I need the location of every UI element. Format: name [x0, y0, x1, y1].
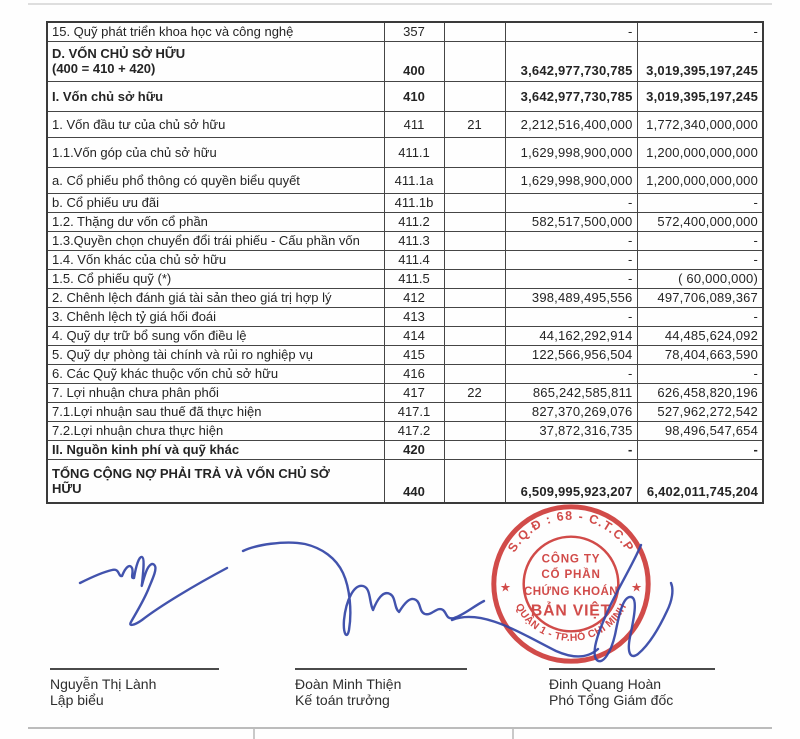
row-label-line1: 7. Lợi nhuận chưa phân phối [52, 385, 219, 400]
row-label [47, 383, 384, 402]
row-value-previous: ( 60,000,000) [637, 269, 763, 288]
table-row [47, 231, 763, 250]
previous-row-remnant-line [28, 3, 772, 5]
row-value-previous: - [637, 193, 763, 212]
row-note [444, 402, 505, 421]
signer-role: Phó Tổng Giám đốc [549, 692, 674, 708]
row-code: 420 [384, 440, 444, 459]
row-code: 411 [384, 111, 444, 137]
table-row [47, 383, 763, 402]
table-row [47, 193, 763, 212]
row-note [444, 421, 505, 440]
row-value-current: 3,642,977,730,785 [505, 41, 637, 81]
row-value-previous: - [637, 364, 763, 383]
row-value-previous: - [637, 231, 763, 250]
row-note [444, 326, 505, 345]
row-label-line1: 3. Chênh lệch tỷ giá hối đoái [52, 309, 217, 324]
row-value-previous: 44,485,624,092 [637, 326, 763, 345]
row-label-line1: 6. Các Quỹ khác thuộc vốn chủ sở hữu [52, 366, 279, 381]
row-value-previous: 1,200,000,000,000 [637, 167, 763, 193]
row-label [47, 111, 384, 137]
row-label [47, 440, 384, 459]
row-label-line1: 1.5. Cổ phiếu quỹ (*) [52, 271, 172, 286]
row-value-current: 1,629,998,900,000 [505, 167, 637, 193]
row-label-line1: 1. Vốn đầu tư của chủ sở hữu [52, 116, 226, 132]
row-label-line1: 1.2. Thặng dư vốn cổ phần [52, 214, 208, 229]
row-label-line1: 1.4. Vốn khác của chủ sở hữu [52, 252, 227, 267]
row-value-current: 582,517,500,000 [505, 212, 637, 231]
row-code: 411.1 [384, 137, 444, 167]
row-value-current: 2,212,516,400,000 [505, 111, 637, 137]
row-label-line1: a. Cổ phiếu phổ thông có quyền biểu quyết [52, 172, 300, 188]
row-value-previous: 6,402,011,745,204 [637, 459, 763, 503]
row-note [444, 41, 505, 81]
signer-block [295, 668, 467, 708]
table-row [47, 22, 763, 41]
table-row [47, 137, 763, 167]
row-label [47, 364, 384, 383]
row-note [444, 81, 505, 111]
next-table-remnant-line [28, 727, 772, 729]
row-label [47, 41, 384, 81]
row-code: 411.1b [384, 193, 444, 212]
row-code: 400 [384, 41, 444, 81]
seal-bottom-arc-text: QUẬN 1 - TP.HỒ CHÍ MINH [512, 601, 630, 644]
row-label [47, 22, 384, 41]
row-value-previous: - [637, 440, 763, 459]
row-label [47, 250, 384, 269]
next-table-remnant-tick [253, 729, 255, 739]
row-label [47, 459, 384, 503]
table-row [47, 288, 763, 307]
row-label-line1: I. Vốn chủ sở hữu [52, 88, 164, 104]
row-code: 416 [384, 364, 444, 383]
row-label [47, 137, 384, 167]
row-label-line2: (400 = 410 + 420) [52, 61, 156, 76]
row-label-line1: 7.2.Lợi nhuận chưa thực hiện [52, 423, 224, 438]
table-row [47, 212, 763, 231]
table-row [47, 345, 763, 364]
row-label-line1: TỔNG CỘNG NỢ PHẢI TRẢ VÀ VỐN CHỦ SỞ [52, 465, 330, 481]
signature-line [295, 668, 467, 670]
signer-role: Kế toán trưởng [295, 692, 390, 708]
row-value-current: - [505, 22, 637, 41]
row-label [47, 402, 384, 421]
row-value-current: 398,489,495,556 [505, 288, 637, 307]
seal-center-line-2: CỔ PHẦN [541, 568, 601, 582]
table-row [47, 307, 763, 326]
row-label [47, 269, 384, 288]
row-label [47, 193, 384, 212]
row-code: 417 [384, 383, 444, 402]
row-value-previous: - [637, 250, 763, 269]
table-row [47, 459, 763, 503]
row-value-current: 37,872,316,735 [505, 421, 637, 440]
row-value-current: 44,162,292,914 [505, 326, 637, 345]
seal-star-left-icon: ★ [499, 580, 512, 595]
row-note: 21 [444, 111, 505, 137]
row-code: 411.5 [384, 269, 444, 288]
row-value-previous: 572,400,000,000 [637, 212, 763, 231]
table-row [47, 167, 763, 193]
table-row [47, 250, 763, 269]
row-label [47, 326, 384, 345]
signature-preparer [80, 557, 227, 625]
row-note [444, 231, 505, 250]
table-row [47, 364, 763, 383]
signature-chief-accountant [243, 543, 484, 635]
signer-block [50, 668, 219, 708]
row-label-line1: 5. Quỹ dự phòng tài chính và rủi ro nghiệp vụ [52, 347, 313, 362]
row-label-line1: 15. Quỹ phát triển khoa học và công nghệ [52, 24, 294, 40]
svg-text:S.Q.Đ : 68 - C.T.C.P [505, 509, 637, 555]
row-note [444, 288, 505, 307]
table-row [47, 326, 763, 345]
table-row [47, 81, 763, 111]
row-value-current: 1,629,998,900,000 [505, 137, 637, 167]
row-value-previous: 3,019,395,197,245 [637, 81, 763, 111]
seal-star-right-icon: ★ [630, 580, 643, 595]
row-label [47, 167, 384, 193]
row-note [444, 137, 505, 167]
row-value-current: 827,370,269,076 [505, 402, 637, 421]
next-table-remnant-tick [512, 729, 514, 739]
row-value-previous: 497,706,089,367 [637, 288, 763, 307]
row-label-line1: 2. Chênh lệch đánh giá tài sản theo giá trị hợp lý [52, 290, 332, 305]
row-value-previous: 1,200,000,000,000 [637, 137, 763, 167]
signer-block [549, 668, 715, 708]
row-value-previous: - [637, 22, 763, 41]
signer-role: Lập biểu [50, 692, 104, 708]
balance-sheet-table [46, 21, 764, 504]
row-code: 413 [384, 307, 444, 326]
row-code: 411.2 [384, 212, 444, 231]
table-row [47, 440, 763, 459]
row-label [47, 81, 384, 111]
row-note [444, 269, 505, 288]
row-code: 417.2 [384, 421, 444, 440]
row-code: 411.4 [384, 250, 444, 269]
row-label-line1: D. VỐN CHỦ SỞ HỮU [52, 46, 186, 61]
row-value-current: - [505, 307, 637, 326]
signer-name: Nguyễn Thị Lành [50, 676, 157, 692]
row-label-line1: 1.1.Vốn góp của chủ sở hữu [52, 144, 217, 160]
signer-name: Đoàn Minh Thiện [295, 676, 402, 692]
row-value-current: - [505, 193, 637, 212]
row-label-line1: 4. Quỹ dự trữ bổ sung vốn điều lệ [52, 328, 247, 343]
signature-line [549, 668, 715, 670]
row-label-line1: b. Cổ phiếu ưu đãi [52, 195, 159, 210]
row-label [47, 307, 384, 326]
row-label [47, 421, 384, 440]
row-code: 415 [384, 345, 444, 364]
row-note [444, 345, 505, 364]
row-note [444, 167, 505, 193]
row-label [47, 345, 384, 364]
row-label-line1: 7.1.Lợi nhuận sau thuế đã thực hiện [52, 404, 262, 419]
row-label-line1: 1.3.Quyền chọn chuyển đổi trái phiếu - Cấu phần vốn [52, 233, 360, 248]
row-value-previous: 626,458,820,196 [637, 383, 763, 402]
row-note [444, 250, 505, 269]
row-note [444, 440, 505, 459]
row-note [444, 459, 505, 503]
row-note [444, 22, 505, 41]
row-value-previous: - [637, 307, 763, 326]
signature-line [50, 668, 219, 670]
row-code: 440 [384, 459, 444, 503]
row-value-current: 122,566,956,504 [505, 345, 637, 364]
row-note [444, 193, 505, 212]
row-label-line1: II. Nguồn kinh phí và quỹ khác [52, 442, 240, 457]
row-note: 22 [444, 383, 505, 402]
row-note [444, 364, 505, 383]
balance-table-body [47, 22, 763, 503]
row-code: 411.1a [384, 167, 444, 193]
row-note [444, 307, 505, 326]
row-value-current: - [505, 250, 637, 269]
table-row [47, 402, 763, 421]
row-code: 411.3 [384, 231, 444, 250]
table-row [47, 269, 763, 288]
row-value-current: 6,509,995,923,207 [505, 459, 637, 503]
row-code: 417.1 [384, 402, 444, 421]
row-code: 410 [384, 81, 444, 111]
seal-center-line-4: BẢN VIỆT [530, 602, 612, 620]
table-row [47, 421, 763, 440]
row-value-previous: 98,496,547,654 [637, 421, 763, 440]
row-value-previous: 78,404,663,590 [637, 345, 763, 364]
seal-top-arc-text: S.Q.Đ : 68 - C.T.C.P [505, 508, 637, 555]
row-label [47, 288, 384, 307]
row-code: 414 [384, 326, 444, 345]
row-label [47, 212, 384, 231]
row-label-line2: HỮU [52, 480, 82, 496]
seal-center-line-3: CHỨNG KHOÁN [523, 584, 619, 598]
row-value-current: - [505, 269, 637, 288]
row-value-previous: 3,019,395,197,245 [637, 41, 763, 81]
row-code: 357 [384, 22, 444, 41]
row-value-current: - [505, 364, 637, 383]
row-label [47, 231, 384, 250]
company-seal [488, 501, 654, 667]
table-row [47, 41, 763, 81]
row-code: 412 [384, 288, 444, 307]
signer-name: Đinh Quang Hoàn [549, 676, 662, 692]
row-value-current: - [505, 231, 637, 250]
seal-center-line-1: CÔNG TY [541, 552, 601, 566]
row-value-current: 3,642,977,730,785 [505, 81, 637, 111]
row-note [444, 212, 505, 231]
table-row [47, 111, 763, 137]
row-value-previous: 527,962,272,542 [637, 402, 763, 421]
row-value-previous: 1,772,340,000,000 [637, 111, 763, 137]
row-value-current: - [505, 440, 637, 459]
row-value-current: 865,242,585,811 [505, 383, 637, 402]
